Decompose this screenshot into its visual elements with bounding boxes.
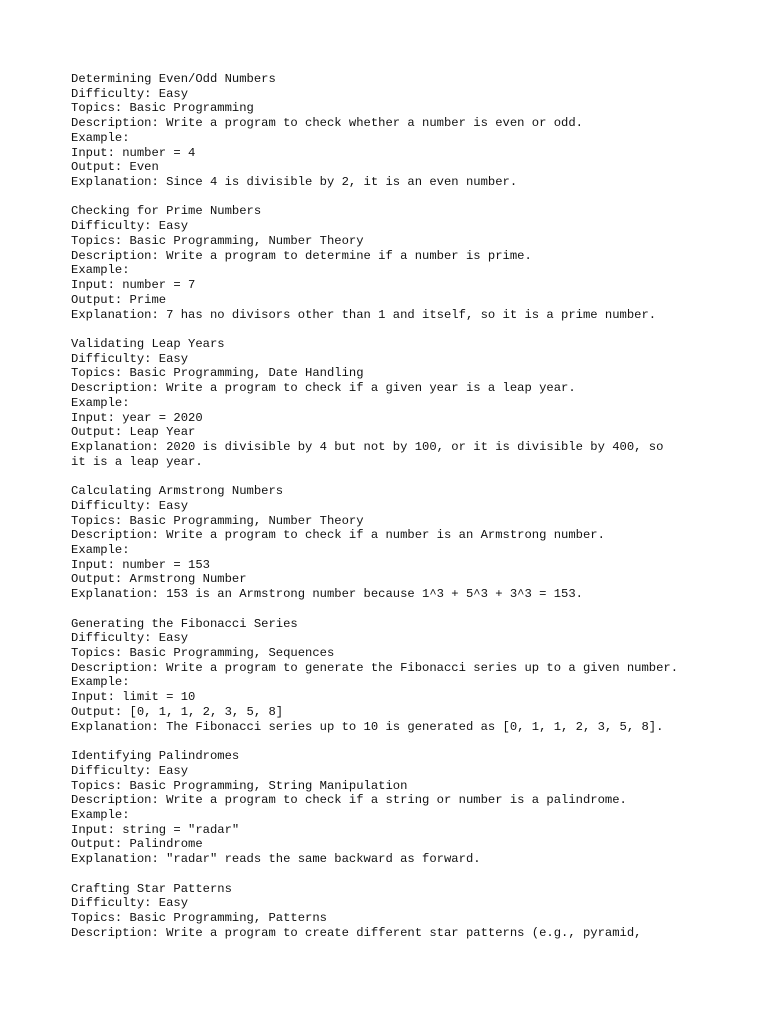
problem-input: Input: year = 2020 <box>71 410 203 425</box>
problem-title: Crafting Star Patterns <box>71 881 232 896</box>
problem-topics: Topics: Basic Programming, Date Handling <box>71 366 364 381</box>
problem-output: Output: Leap Year <box>71 425 196 440</box>
problem-block <box>71 617 761 735</box>
problem-title: Determining Even/Odd Numbers <box>71 72 276 86</box>
problem-topics: Topics: Basic Programming, Sequences <box>71 646 335 661</box>
problem-description: Description: Write a program to determine if a number is prime. <box>71 248 532 263</box>
problem-block <box>71 749 761 867</box>
problem-explanation: Explanation: The Fibonacci series up to 10 is generated as [0, 1, 1, 2, 3, 5, 8]. <box>71 719 664 734</box>
problem-description: Description: Write a program to check if a given year is a leap year. <box>71 381 576 396</box>
problem-block <box>71 484 761 602</box>
document-page <box>71 72 761 955</box>
problem-description: Description: Write a program to check if a string or number is a palindrome. <box>71 793 627 808</box>
problem-block <box>71 72 761 190</box>
problem-title: Generating the Fibonacci Series <box>71 616 298 631</box>
problem-title: Validating Leap Years <box>71 336 225 351</box>
problem-input: Input: number = 4 <box>71 145 196 160</box>
problem-difficulty: Difficulty: Easy <box>71 219 189 234</box>
problem-explanation: Explanation: 153 is an Armstrong number because 1^3 + 5^3 + 3^3 = 153. <box>71 587 583 602</box>
problem-example-label: Example: <box>71 395 130 410</box>
problem-example-label: Example: <box>71 675 130 690</box>
problem-title: Calculating Armstrong Numbers <box>71 484 284 499</box>
problem-description: Description: Write a program to check whether a number is even or odd. <box>71 116 583 131</box>
problem-difficulty: Difficulty: Easy <box>71 86 189 101</box>
problem-topics: Topics: Basic Programming <box>71 101 254 116</box>
problem-explanation: Explanation: "radar" reads the same backward as forward. <box>71 852 481 867</box>
problem-block <box>71 337 761 469</box>
problem-difficulty: Difficulty: Easy <box>71 896 189 911</box>
problem-output: Output: Palindrome <box>71 837 203 852</box>
problem-difficulty: Difficulty: Easy <box>71 498 189 513</box>
problem-example-label: Example: <box>71 263 130 278</box>
problem-description: Description: Write a program to create different star patterns (e.g., pyramid, <box>71 925 642 940</box>
problem-explanation: Explanation: Since 4 is divisible by 2, it is an even number. <box>71 175 518 190</box>
problem-output: Output: Even <box>71 160 159 175</box>
problem-difficulty: Difficulty: Easy <box>71 631 189 646</box>
problem-difficulty: Difficulty: Easy <box>71 763 189 778</box>
problem-title: Identifying Palindromes <box>71 749 240 764</box>
problem-output: Output: Armstrong Number <box>71 572 247 587</box>
problem-input: Input: number = 153 <box>71 557 210 572</box>
problem-explanation-continued: it is a leap year. <box>71 454 203 469</box>
problem-block <box>71 204 761 322</box>
problem-output: Output: Prime <box>71 292 167 307</box>
problem-topics: Topics: Basic Programming, Number Theory <box>71 233 364 248</box>
problem-block <box>71 882 761 941</box>
problem-explanation: Explanation: 2020 is divisible by 4 but not by 100, or it is divisible by 400, so <box>71 439 664 454</box>
problem-topics: Topics: Basic Programming, String Manipulation <box>71 778 408 793</box>
problem-explanation: Explanation: 7 has no divisors other than 1 and itself, so it is a prime number. <box>71 307 657 322</box>
problem-description: Description: Write a program to generate the Fibonacci series up to a given number. <box>71 660 679 675</box>
problem-input: Input: string = "radar" <box>71 822 240 837</box>
problem-title: Checking for Prime Numbers <box>71 204 262 219</box>
problem-example-label: Example: <box>71 130 130 145</box>
problem-input: Input: limit = 10 <box>71 690 196 705</box>
problem-description: Description: Write a program to check if a number is an Armstrong number. <box>71 528 605 543</box>
problem-example-label: Example: <box>71 807 130 822</box>
problem-input: Input: number = 7 <box>71 278 196 293</box>
problem-example-label: Example: <box>71 543 130 557</box>
problem-topics: Topics: Basic Programming, Number Theory <box>71 513 364 528</box>
problem-output: Output: [0, 1, 1, 2, 3, 5, 8] <box>71 704 284 719</box>
problem-topics: Topics: Basic Programming, Patterns <box>71 910 327 925</box>
problem-difficulty: Difficulty: Easy <box>71 351 189 366</box>
